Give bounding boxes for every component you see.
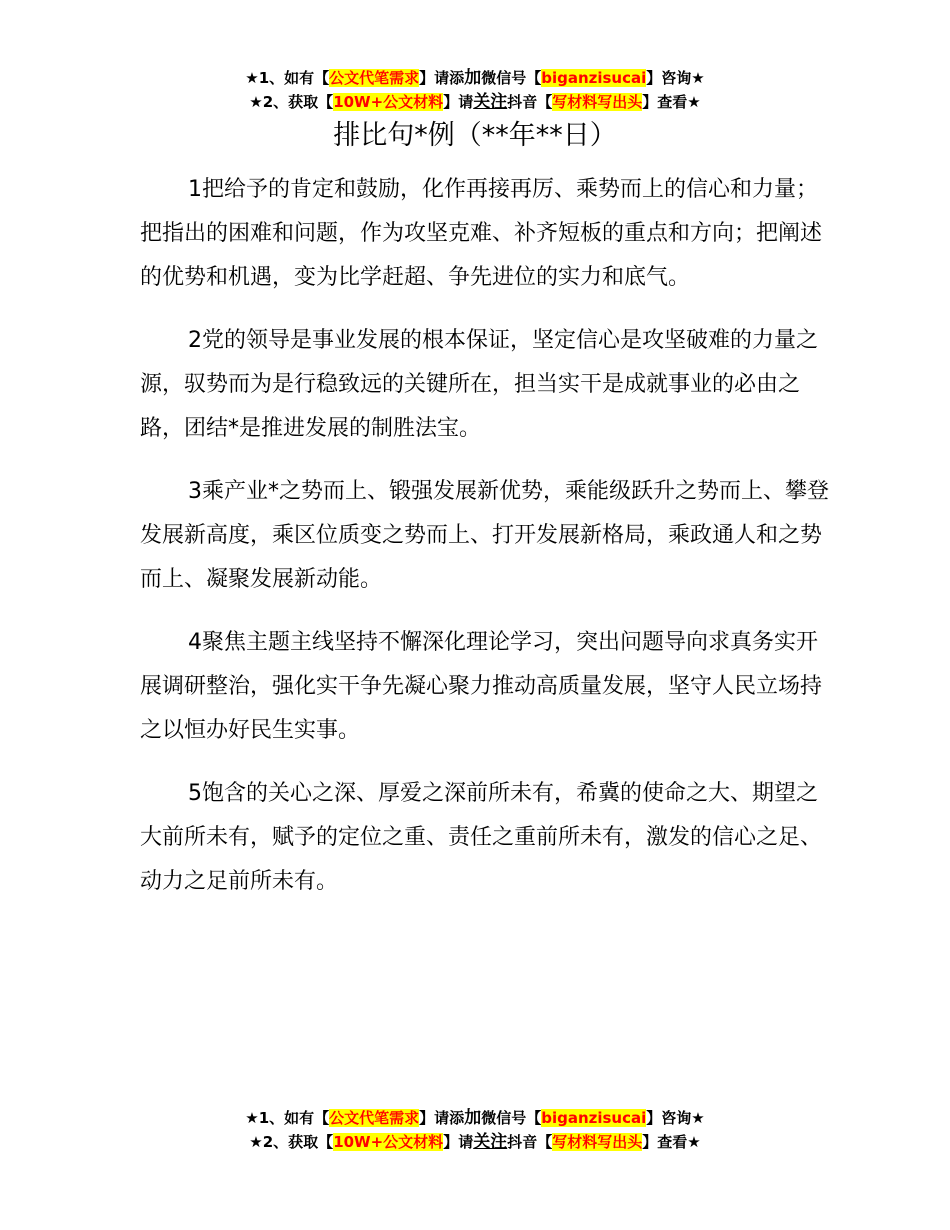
paragraph-1: 1把给予的肯定和鼓励，化作再接再厉、乘势而上的信心和力量；把指出的困难和问题，作为攻坚克难、补齐短板的重点和方向；把阐述的优势和机遇，变为比学赶超、争先进位的实力和底气。	[140, 177, 823, 290]
paragraph-5: 5饱含的关心之深、厚爱之深前所未有，希冀的使命之大、期望之大前所未有，赋予的定位之重、责任之重前所未有，激发的信心之足、动力之足前所未有。	[140, 781, 823, 894]
header-banner-line-2	[0, 90, 950, 114]
highlight-materials: 10W+公文材料	[333, 1133, 444, 1151]
banner-text: 抖音【	[507, 1133, 553, 1151]
highlight-materials: 10W+公文材料	[333, 93, 444, 111]
banner-text: 】查看★	[642, 93, 701, 111]
header-banner	[0, 66, 950, 114]
header-banner-line-1	[0, 66, 950, 90]
highlight-service: 公文代笔需求	[329, 1109, 420, 1127]
banner-emphasis: 关注	[473, 1132, 508, 1152]
highlight-douyin-account: 写材料写出头	[552, 1133, 643, 1151]
paragraph-2: 2党的领导是事业发展的根本保证，坚定信心是攻坚破难的力量之源，驭势而为是行稳致远的关键所在，担当实干是成就事业的必由之路，团结*是推进发展的制胜法宝。	[140, 328, 818, 441]
paragraph-4: 4聚焦主题主线坚持不懈深化理论学习，突出问题导向求真务实开展调研整治，强化实干争先凝心聚力推动高质量发展，坚守人民立场持之以恒办好民生实事。	[140, 630, 823, 743]
banner-text: 】查看★	[642, 1133, 701, 1151]
banner-text: ★1、如有【	[245, 69, 330, 87]
banner-text: 】请	[443, 93, 474, 111]
document-title: 排比句*例（**年**日）	[333, 120, 617, 151]
footer-banner-line-1	[0, 1106, 950, 1130]
banner-text: 微信号【	[481, 1109, 542, 1127]
banner-emphasis: 加	[464, 1108, 482, 1128]
banner-text: 】咨询★	[646, 69, 705, 87]
highlight-service: 公文代笔需求	[329, 69, 420, 87]
banner-text: 】请添	[419, 1109, 465, 1127]
paragraph-3: 3乘产业*之势而上、锻强发展新优势，乘能级跃升之势而上、攀登发展新高度，乘区位质变之势而上、打开发展新格局，乘政通人和之势而上、凝聚发展新动能。	[140, 479, 829, 592]
banner-text: 】请	[443, 1133, 474, 1151]
highlight-douyin-account: 写材料写出头	[552, 93, 643, 111]
banner-text: ★1、如有【	[245, 1109, 330, 1127]
highlight-wechat-id: biganzisucai	[541, 69, 647, 87]
banner-text: 】咨询★	[646, 1109, 705, 1127]
banner-text: 微信号【	[481, 69, 542, 87]
document-body	[140, 168, 830, 923]
banner-text: 】请添	[419, 69, 465, 87]
banner-emphasis: 关注	[473, 92, 508, 112]
banner-emphasis: 加	[464, 68, 482, 88]
banner-text: 抖音【	[507, 93, 553, 111]
banner-text: ★2、获取【	[249, 93, 334, 111]
footer-banner	[0, 1106, 950, 1154]
banner-text: ★2、获取【	[249, 1133, 334, 1151]
footer-banner-line-2	[0, 1130, 950, 1154]
highlight-wechat-id: biganzisucai	[541, 1109, 647, 1127]
